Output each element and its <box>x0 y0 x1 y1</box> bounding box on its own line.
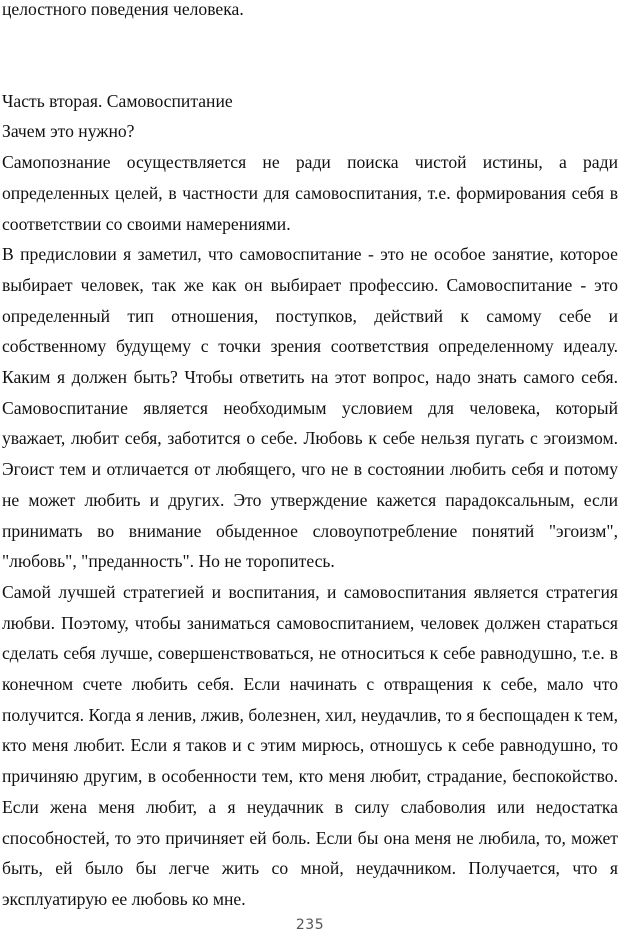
page-body <box>2 0 618 915</box>
paragraph-1: Самопознание осуществляется не ради поиска чистой истины, а ради определенных целей, в частности для самовоспитания, т.е. формирования себя в соответствии со своими намерениями. <box>2 152 618 234</box>
section-title: Часть вторая. Самовоспитание <box>2 90 233 111</box>
section-gap <box>2 25 618 86</box>
lead-line: целостного поведения человека. <box>2 0 244 19</box>
paragraph-2: В предисловии я заметил, что самовоспитание - это не особое занятие, которое выбирает человек, так же как он выбирает профессию. Самовоспитание - это определенный тип отношения, поступков, действий к самому себе и собственному будущему с точки зрения соответствия определенному идеалу. Каким я должен быть? Чтобы ответить на этот вопрос, надо знать самого себя. Самовоспитание является необходимым условием для человека, который уважает, любит себя, заботится о себе. Любовь к себе нельзя пугать с эгоизмом. Эгоист тем и отличается от любящего, чго не в состоянии любить себя и потому не может любить и других. Это утверждение кажется парадоксальным, если принимать во внимание обыденное словоупотребление понятий "эгоизм", "любовь", "преданность". Но не торопитесь. <box>2 244 618 572</box>
subsection-title: Зачем это нужно? <box>2 121 135 142</box>
page-number: 235 <box>295 917 325 933</box>
paragraph-3: Самой лучшей стратегией и воспитания, и самовоспитания является стратегия любви. Поэтому, чтобы заниматься самовоспитанием, человек должен стараться сделать себя лучше, совершенствоваться, не относиться к себе равнодушно, т.е. в конечном счете любить себя. Если начинать с отвращения к себе, мало что получится. Когда я ленив, лжив, болезнен, хил, неудачлив, то я беспощаден к тем, кто меня любит. Если я таков и с этим мирюсь, отношусь к себе равнодушно, то причиняю другим, в особенности тем, кто меня любит, страдание, беспокойство. Если жена меня любит, а я неудачник в силу слабоволия или недостатка способностей, то это причиняет ей боль. Если бы она меня не любила, то, может быть, ей было бы легче жить со мной, неудачником. Получается, что я эксплуатирую ее любовь ко мне. <box>2 581 618 909</box>
